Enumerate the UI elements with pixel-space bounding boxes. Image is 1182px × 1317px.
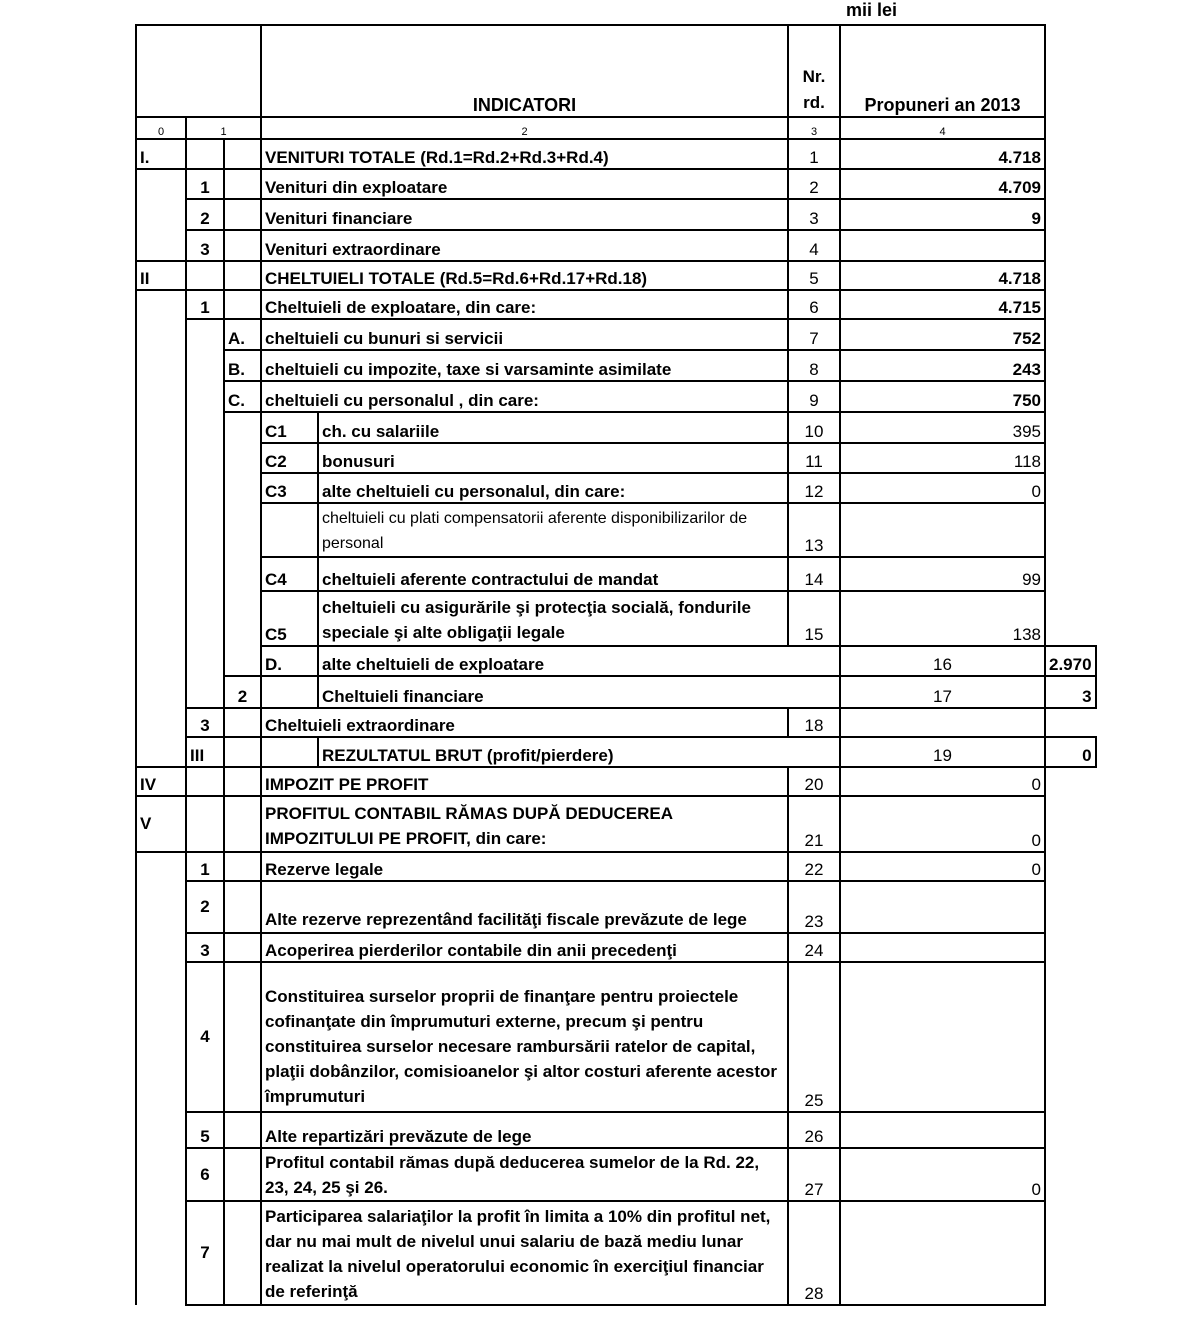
col-index-3: 3	[788, 117, 840, 139]
row-code: 3	[186, 708, 224, 737]
row-label: cheltuieli cu bunuri si servicii	[261, 319, 788, 350]
table-row	[136, 261, 1096, 290]
table-row	[136, 290, 1096, 319]
row-value	[840, 933, 1045, 962]
row-nr: 23	[788, 881, 840, 933]
empty-cell	[136, 852, 186, 1305]
row-value: 752	[840, 319, 1045, 350]
row-code: 2	[186, 881, 224, 933]
row-nr: 25	[788, 962, 840, 1112]
col-index-2: 2	[261, 117, 788, 139]
row-nr: 24	[788, 933, 840, 962]
row-value: 243	[840, 350, 1045, 381]
empty-cell	[186, 139, 224, 169]
empty-cell	[224, 933, 261, 962]
row-value: 0	[840, 767, 1045, 796]
table-row	[136, 350, 1096, 381]
row-label: Venituri din exploatare	[261, 169, 788, 199]
row-value: 0	[1045, 737, 1096, 767]
unit-label: mii lei	[846, 0, 898, 20]
row-label: Venituri extraordinare	[261, 230, 788, 261]
row-value: 138	[840, 591, 1045, 646]
row-nr: 4	[788, 230, 840, 261]
row-nr: 17	[840, 676, 1045, 708]
table-row	[136, 412, 1096, 443]
col-index-0: 0	[136, 117, 186, 139]
row-nr: 6	[788, 290, 840, 319]
row-nr: 22	[788, 852, 840, 881]
row-label: Cheltuieli extraordinare	[261, 708, 788, 737]
empty-cell	[136, 290, 186, 767]
row-value: 9	[840, 199, 1045, 230]
row-label: cheltuieli cu asigurările şi protecţia socială, fondurile speciale şi alte obligaţii legale	[318, 591, 788, 646]
row-label: Cheltuieli de exploatare, din care:	[261, 290, 788, 319]
row-label: Venituri financiare	[261, 199, 788, 230]
row-code: III	[186, 737, 224, 767]
empty-cell	[261, 737, 318, 767]
empty-cell	[186, 767, 224, 796]
row-value: 0	[840, 852, 1045, 881]
row-code: 4	[186, 962, 224, 1112]
row-nr: 20	[788, 767, 840, 796]
table-row	[136, 557, 1096, 591]
row-code: B.	[224, 350, 261, 381]
row-code: 2	[224, 676, 261, 708]
empty-cell	[224, 737, 261, 767]
row-code: C2	[261, 443, 318, 473]
empty-cell	[224, 1201, 261, 1305]
empty-cell	[224, 199, 261, 230]
table-row	[136, 708, 1096, 737]
row-code: 6	[186, 1148, 224, 1201]
row-code: 3	[186, 230, 224, 261]
row-label: ch. cu salariile	[318, 412, 788, 443]
row-value	[840, 881, 1045, 933]
empty-cell	[261, 676, 318, 708]
empty-cell	[224, 796, 261, 852]
table-row	[136, 319, 1096, 350]
row-label: Alte repartizări prevăzute de lege	[261, 1112, 788, 1148]
empty-cell	[186, 796, 224, 852]
row-nr: 12	[788, 473, 840, 503]
empty-cell	[186, 319, 224, 708]
table-row	[136, 199, 1096, 230]
row-label: cheltuieli aferente contractului de mandat	[318, 557, 788, 591]
row-nr: 5	[788, 261, 840, 290]
row-value: 750	[840, 381, 1045, 412]
row-nr: 16	[840, 646, 1045, 676]
row-value	[840, 708, 1045, 737]
col-index-1: 1	[186, 117, 261, 139]
empty-cell	[224, 708, 261, 737]
row-nr: 15	[788, 591, 840, 646]
header-code-cell	[136, 25, 261, 117]
table-row	[136, 443, 1096, 473]
header-nr-rd: Nr. rd.	[788, 25, 840, 117]
table-row	[136, 881, 1096, 933]
row-code: C1	[261, 412, 318, 443]
header-row	[136, 25, 1096, 117]
table-row	[136, 676, 1096, 708]
empty-cell	[224, 412, 261, 676]
row-code	[261, 503, 318, 557]
row-value	[840, 503, 1045, 557]
row-label: VENITURI TOTALE (Rd.1=Rd.2+Rd.3+Rd.4)	[261, 139, 788, 169]
empty-cell	[224, 261, 261, 290]
table-row	[136, 962, 1096, 1112]
row-value	[840, 962, 1045, 1112]
row-label: Cheltuieli financiare	[318, 676, 840, 708]
row-value: 4.718	[840, 139, 1045, 169]
row-label: Profitul contabil rămas după deducerea sumelor de la Rd. 22, 23, 24, 25 şi 26.	[261, 1148, 788, 1201]
budget-table	[135, 24, 1097, 1306]
row-label: Constituirea surselor proprii de finanţare pentru proiectele cofinanţate din împrumuturi externe, precum şi pentru constituirea surselor necesare rambursării ratelor de capital, plaţii dobânzilor, comisioanelor şi altor costuri aferente acestor împrumuturi	[261, 962, 788, 1112]
table-row	[136, 1201, 1096, 1305]
row-value: 3	[1045, 676, 1096, 708]
row-label: alte cheltuieli cu personalul, din care:	[318, 473, 788, 503]
row-label: CHELTUIELI TOTALE (Rd.5=Rd.6+Rd.17+Rd.18)	[261, 261, 788, 290]
empty-cell	[224, 881, 261, 933]
row-code: 7	[186, 1201, 224, 1305]
row-label: REZULTATUL BRUT (profit/pierdere)	[318, 737, 840, 767]
table-row	[136, 473, 1096, 503]
empty-cell	[224, 230, 261, 261]
row-code: D.	[261, 646, 318, 676]
empty-cell	[224, 852, 261, 881]
row-code: C.	[224, 381, 261, 412]
row-nr: 21	[788, 796, 840, 852]
row-nr: 14	[788, 557, 840, 591]
column-index-row	[136, 117, 1096, 139]
table-row	[136, 139, 1096, 169]
row-value: 4.715	[840, 290, 1045, 319]
row-value	[840, 1112, 1045, 1148]
empty-cell	[224, 962, 261, 1112]
row-code: C5	[261, 591, 318, 646]
row-code: 3	[186, 933, 224, 962]
table-row	[136, 933, 1096, 962]
col-index-4: 4	[840, 117, 1045, 139]
table-row	[136, 169, 1096, 199]
table-row	[136, 646, 1096, 676]
table-row	[136, 737, 1096, 767]
table-row	[136, 1112, 1096, 1148]
row-nr: 3	[788, 199, 840, 230]
row-code: 1	[186, 290, 224, 319]
row-label: IMPOZIT PE PROFIT	[261, 767, 788, 796]
empty-cell	[224, 139, 261, 169]
row-value: 0	[840, 473, 1045, 503]
row-label: bonusuri	[318, 443, 788, 473]
row-code: IV	[136, 767, 186, 796]
row-code: A.	[224, 319, 261, 350]
empty-cell	[224, 767, 261, 796]
row-label: Acoperirea pierderilor contabile din anii precedenţi	[261, 933, 788, 962]
row-value: 0	[840, 796, 1045, 852]
row-nr: 2	[788, 169, 840, 199]
row-code: 1	[186, 852, 224, 881]
row-label: PROFITUL CONTABIL RĂMAS DUPĂ DEDUCEREA IMPOZITULUI PE PROFIT, din care:	[261, 796, 788, 852]
empty-cell	[186, 261, 224, 290]
row-label: cheltuieli cu impozite, taxe si varsaminte asimilate	[261, 350, 788, 381]
header-indicatori: INDICATORI	[261, 25, 788, 117]
row-nr: 28	[788, 1201, 840, 1305]
row-label: cheltuieli cu personalul , din care:	[261, 381, 788, 412]
table-row	[136, 591, 1096, 646]
row-value	[840, 1201, 1045, 1305]
empty-cell	[224, 1148, 261, 1201]
row-code: 5	[186, 1112, 224, 1148]
row-label: Rezerve legale	[261, 852, 788, 881]
row-value: 4.709	[840, 169, 1045, 199]
row-value: 99	[840, 557, 1045, 591]
row-label: cheltuieli cu plati compensatorii aferente disponibilizarilor de personal	[318, 503, 788, 557]
row-value: 395	[840, 412, 1045, 443]
table-row	[136, 796, 1096, 852]
empty-cell	[224, 290, 261, 319]
row-nr: 9	[788, 381, 840, 412]
row-code: V	[136, 796, 186, 852]
table-row	[136, 230, 1096, 261]
table-row	[136, 503, 1096, 557]
row-code: I.	[136, 139, 186, 169]
row-value	[840, 230, 1045, 261]
empty-cell	[224, 1112, 261, 1148]
row-value: 118	[840, 443, 1045, 473]
row-code: 2	[186, 199, 224, 230]
table-row	[136, 1148, 1096, 1201]
empty-cell	[224, 169, 261, 199]
row-nr: 19	[840, 737, 1045, 767]
row-nr: 10	[788, 412, 840, 443]
table-row	[136, 767, 1096, 796]
row-nr: 7	[788, 319, 840, 350]
row-code: 1	[186, 169, 224, 199]
row-value: 4.718	[840, 261, 1045, 290]
row-nr: 18	[788, 708, 840, 737]
table-row	[136, 381, 1096, 412]
row-nr: 11	[788, 443, 840, 473]
row-value: 0	[840, 1148, 1045, 1201]
row-nr: 13	[788, 503, 840, 557]
header-propuneri: Propuneri an 2013	[840, 25, 1045, 117]
row-nr: 27	[788, 1148, 840, 1201]
row-code: II	[136, 261, 186, 290]
row-code: C3	[261, 473, 318, 503]
row-nr: 1	[788, 139, 840, 169]
row-nr: 26	[788, 1112, 840, 1148]
row-value: 2.970	[1045, 646, 1096, 676]
empty-cell	[136, 169, 186, 261]
row-label: alte cheltuieli de exploatare	[318, 646, 840, 676]
table-row	[136, 852, 1096, 881]
row-code: C4	[261, 557, 318, 591]
row-nr: 8	[788, 350, 840, 381]
row-label: Participarea salariaţilor la profit în limita a 10% din profitul net, dar nu mai mult de nivelul unui salariu de bază mediu lunar realizat la nivelul operatorului economic în exerciţiul financiar de referinţă	[261, 1201, 788, 1305]
row-label: Alte rezerve reprezentând facilităţi fiscale prevăzute de lege	[261, 881, 788, 933]
